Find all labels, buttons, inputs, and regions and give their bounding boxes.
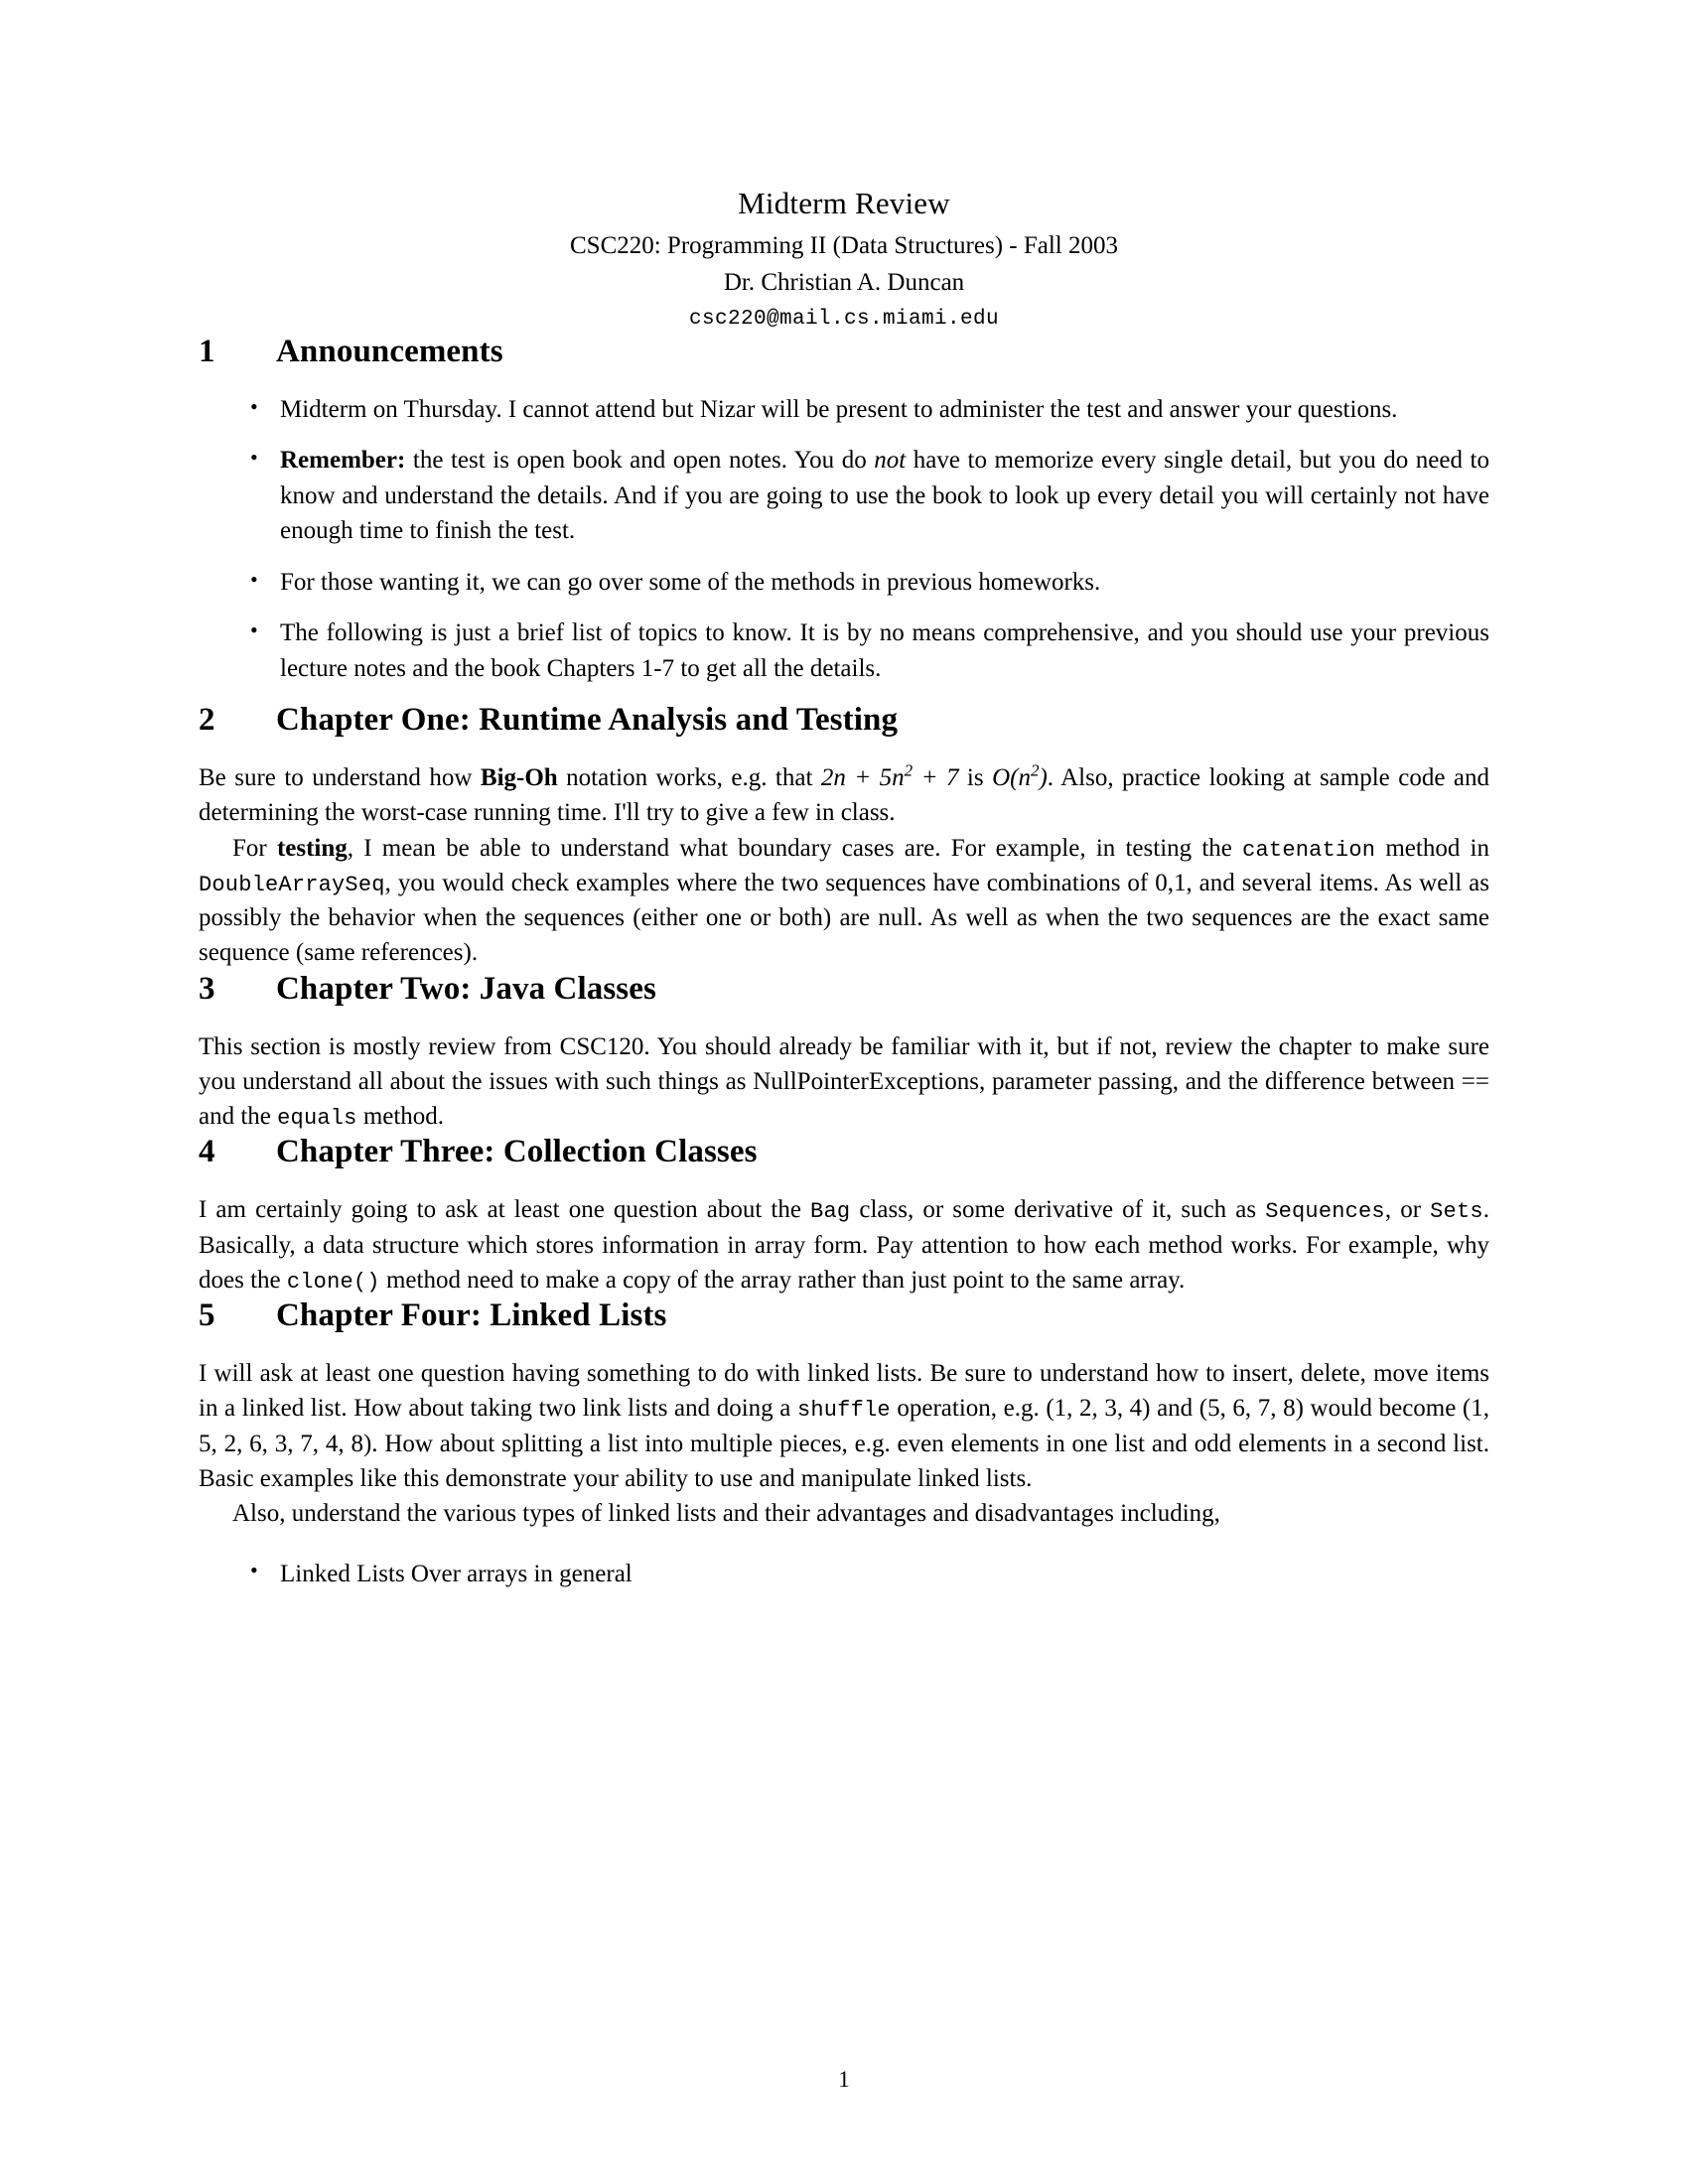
section-number: 1: [199, 333, 215, 369]
contact-email: csc220@mail.cs.miami.edu: [688, 307, 1000, 331]
text-run: method in: [1375, 834, 1489, 862]
text-run: For: [232, 834, 277, 862]
page-number: 1: [838, 2067, 850, 2092]
section-heading-chapter-four: [199, 1297, 1489, 1334]
announcement-text: For those wanting it, we can go over some of the methods in previous homeworks.: [280, 568, 1101, 596]
section-heading-chapter-two: [199, 971, 1489, 1008]
section-title: Chapter Three: Collection Classes: [276, 1134, 758, 1170]
text-run: method need to make a copy of the array rather than just point to the same array.: [379, 1266, 1186, 1294]
list-item: [250, 1557, 1489, 1591]
term-testing: testing: [276, 834, 348, 862]
document-title: Midterm Review: [738, 186, 950, 220]
linked-list-types-list: [199, 1557, 1489, 1591]
announcement-text: Midterm on Thursday. I cannot attend but Nizar will be present to administer the test and answer your questions.: [280, 395, 1398, 423]
text-run: is: [958, 764, 993, 792]
code-bag: Bag: [810, 1199, 851, 1225]
document-header: [199, 184, 1489, 334]
code-sets: Sets: [1430, 1199, 1483, 1225]
list-item: [250, 615, 1489, 686]
text-run: method.: [356, 1103, 445, 1131]
math-expression-2: [992, 760, 1048, 792]
section-number: 2: [199, 702, 215, 739]
list-item: [250, 565, 1489, 601]
chapter-one-paragraph-1: [199, 760, 1489, 831]
section-number: 3: [199, 970, 215, 1007]
section-heading-chapter-one: [199, 702, 1489, 739]
term-big-oh: Big-Oh: [480, 764, 558, 792]
section-title: Chapter Four: Linked Lists: [276, 1297, 667, 1334]
announcement-text: The following is just a brief list of topics to know. It is by no means comprehensive, and you should use your previous lecture notes and the book Chapters 1-7 to get all the details.: [280, 619, 1489, 682]
course-line: CSC220: Programming II (Data Structures) - Fall 2003: [569, 231, 1118, 259]
code-shuffle: shuffle: [796, 1398, 891, 1424]
text-run: Be sure to understand how: [199, 764, 481, 792]
text-run: I am certainly going to ask at least one question about the: [199, 1196, 811, 1224]
math-run: + 7: [913, 764, 959, 792]
announcement-text-b: have to memorize every single detail, but you do need to know and understand the details. And if you are going to use the book to look up every detail you will certainly not have enough time to finish the test.: [280, 447, 1490, 545]
text-run: . Also, practice looking at sample code and determining the worst-case running time. I'll try to give a few in class.: [199, 764, 1489, 827]
section-number: 5: [199, 1297, 215, 1334]
text-run: , or: [1384, 1196, 1431, 1224]
text-run: . Basically, a data structure which stores information in array form. Pay attention to how each method works. For example, why does the: [199, 1196, 1489, 1294]
list-item-label: Linked Lists Over arrays in general: [280, 1561, 633, 1588]
math-expression-1: [820, 760, 959, 792]
text-run: , you would check examples where the two sequences have combinations of 0,1, and several items. As well as possibly the behavior when the sequences (either one or both) are null. As well as when the two sequences are the exact same sequence (same references).: [199, 869, 1489, 967]
chapter-four-paragraph-1: [199, 1356, 1489, 1496]
chapter-three-paragraph-1: [199, 1192, 1489, 1297]
section-number: 4: [199, 1134, 215, 1170]
section-heading-chapter-three: [199, 1134, 1489, 1170]
code-clone: clone(): [286, 1269, 380, 1295]
code-doublearrayseq: DoubleArraySeq: [199, 872, 385, 897]
announcement-label: Remember:: [280, 447, 406, 475]
code-equals: equals: [277, 1106, 357, 1132]
list-item: [250, 443, 1489, 549]
section-title: Chapter Two: Java Classes: [276, 970, 656, 1007]
math-run: 2n + 5n: [820, 764, 905, 792]
announcement-emphasis: not: [874, 447, 907, 475]
text-run: Also, understand the various types of linked lists and their advantages and disadvantages including,: [232, 1500, 1220, 1528]
chapter-two-paragraph-1: [199, 1029, 1489, 1135]
announcements-list: [199, 392, 1489, 687]
announcement-text-a: the test is open book and open notes. You do: [405, 447, 875, 475]
chapter-one-paragraph-2: [199, 831, 1489, 971]
code-catenation: catenation: [1242, 837, 1376, 863]
text-run: notation works, e.g. that: [557, 764, 821, 792]
math-run: O(n: [992, 764, 1031, 792]
math-run: ): [1039, 764, 1048, 792]
text-run: , I mean be able to understand what boundary cases are. For example, in testing the: [347, 834, 1243, 862]
list-item: [250, 392, 1489, 428]
text-run: This section is mostly review from CSC120. You should already be familiar with it, but if not, review the chapter to make sure you understand all about the issues with such things as NullPointerExceptions, parameter passing, and the difference between == and the: [199, 1032, 1489, 1131]
code-sequences: Sequences: [1265, 1199, 1385, 1225]
text-run: class, or some derivative of it, such as: [850, 1196, 1266, 1224]
text-run: operation, e.g. (1, 2, 3, 4) and (5, 6, 7, 8) would become (1, 5, 2, 6, 3, 7, 4, 8). How about splitting a list into multiple pieces, e.g. even elements in one list and odd elements in a second list. Basic examples like this demonstrate your ability to use and manipulate linked lists.: [199, 1395, 1489, 1492]
text-run: I will ask at least one question having something to do with linked lists. Be sure to understand how to insert, delete, move items in a linked list. How about taking two link lists and doing a: [199, 1360, 1489, 1423]
math-exponent: 2: [1030, 760, 1040, 780]
chapter-four-paragraph-2: [199, 1496, 1489, 1531]
instructor-line: Dr. Christian A. Duncan: [723, 268, 965, 296]
section-heading-announcements: [199, 334, 1489, 370]
section-title: Announcements: [276, 333, 503, 369]
section-title: Chapter One: Runtime Analysis and Testing: [276, 702, 899, 739]
math-exponent: 2: [904, 760, 914, 780]
